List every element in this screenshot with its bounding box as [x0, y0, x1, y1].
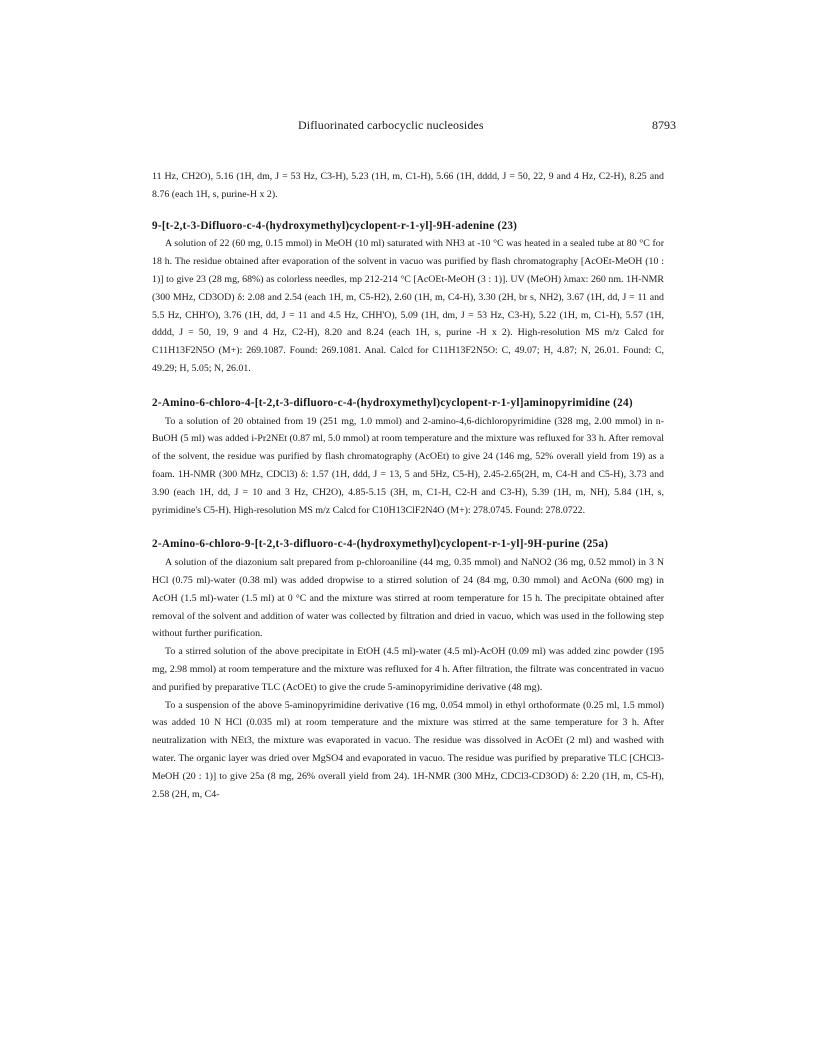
- section-paragraph: To a suspension of the above 5-aminopyrimidine derivative (16 mg, 0.054 mmol) in ethyl orthoformate (0.25 ml, 1.5 mmol) was added 10 N HCl (0.035 ml) at room temperature and the mixture was stirred at the same temperature for 3 h. After neutralization with NEt3, the mixture was evaporated in vacuo. The residue was dissolved in AcOEt (2 ml) and washed with water. The organic layer was dried over MgSO4 and evaporated in vacuo. The residue was purified by preparative TLC [CHCl3-MeOH (20 : 1)] to give 25a (8 mg, 26% overall yield from 24). 1H-NMR (300 MHz, CDCl3-CD3OD) δ: 2.20 (1H, m, C5-H), 2.58 (2H, m, C4-: [152, 699, 664, 800]
- section-compound-25a: [152, 536, 664, 803]
- continuation-paragraph: 11 Hz, CH2O), 5.16 (1H, dm, J = 53 Hz, C3-H), 5.23 (1H, m, C1-H), 5.66 (1H, dddd, J = 50, 22, 9 and 4 Hz, C2-H), 8.25 and 8.76 (each 1H, s, purine-H x 2).: [152, 171, 664, 200]
- section-paragraph: To a stirred solution of the above precipitate in EtOH (4.5 ml)-water (4.5 ml)-AcOH (0.09 ml) was added zinc powder (195 mg, 2.98 mmol) at room temperature and the mixture was refluxed for 4 h. After filtration, the filtrate was concentrated in vacuo and purified by preparative TLC (AcOEt) to give the crude 5-aminopyrimidine derivative (48 mg).: [152, 646, 664, 693]
- section-compound-23: [152, 218, 664, 378]
- section-paragraph: To a solution of 20 obtained from 19 (251 mg, 1.0 mmol) and 2-amino-4,6-dichloropyrimidine (328 mg, 2.00 mmol) in n-BuOH (5 ml) was added i-Pr2NEt (0.87 ml, 5.0 mmol) at room temperature and the mixture was refluxed for 33 h. After removal of the solvent, the residue was purified by flash chromatography (AcOEt) to give 24 (146 mg, 52% overall yield from 19) as a foam. 1H-NMR (300 MHz, CDCl3) δ: 1.57 (1H, ddd, J = 13, 5 and 5Hz, C5-H), 2.45-2.65(2H, m, C4-H and C5-H), 3.73 and 3.90 (each 1H, dd, J = 10 and 3 Hz, CH2O), 4.85-5.15 (3H, m, C1-H, C2-H and C3-H), 5.39 (1H, m, NH), 5.84 (1H, s, pyrimidine's C5-H). High-resolution MS m/z Calcd for C10H13ClF2N4O (M+): 278.0745. Found: 278.0722.: [152, 415, 664, 516]
- page-number: 8793: [652, 118, 676, 132]
- section-paragraph: A solution of the diazonium salt prepared from p-chloroaniline (44 mg, 0.35 mmol) and NaNO2 (36 mg, 0.52 mmol) in 3 N HCl (0.75 ml)-water (0.38 ml) was added dropwise to a stirred solution of 24 (84 mg, 0.30 mmol) and AcONa (600 mg) in AcOH (1.5 ml)-water (1.5 ml) at 0 °C and the mixture was stirred at room temperature for 15 h. The precipitate obtained after removal of the solvent and addition of water was collected by filtration and dried in vacuo, which was used in the following step without further purification.: [152, 557, 664, 640]
- section-heading: 2-Amino-6-chloro-4-[t-2,t-3-difluoro-c-4-(hydroxymethyl)cyclopent-r-1-yl]aminopyrimidine (24): [152, 396, 633, 409]
- running-head-title: Difluorinated carbocyclic nucleosides: [298, 118, 484, 132]
- section-compound-24: [152, 395, 664, 520]
- page-body: [152, 168, 664, 803]
- section-heading: 2-Amino-6-chloro-9-[t-2,t-3-difluoro-c-4-(hydroxymethyl)cyclopent-r-1-yl]-9H-purine (25a): [152, 538, 609, 551]
- section-heading: 9-[t-2,t-3-Difluoro-c-4-(hydroxymethyl)cyclopent-r-1-yl]-9H-adenine (23): [152, 219, 518, 232]
- section-paragraph: A solution of 22 (60 mg, 0.15 mmol) in MeOH (10 ml) saturated with NH3 at -10 °C was heated in a sealed tube at 80 °C for 18 h. The residue obtained after evaporation of the solvent in vacuo was purified by flash chromatography [AcOEt-MeOH (10 : 1)] to give 23 (28 mg, 68%) as colorless needles, mp 212-214 °C [AcOEt-MeOH (3 : 1)]. UV (MeOH) λmax: 260 nm. 1H-NMR (300 MHz, CD3OD) δ: 2.08 and 2.54 (each 1H, m, C5-H2), 2.60 (1H, m, C4-H), 3.30 (2H, br s, NH2), 3.67 (1H, dd, J = 11 and 5.5 Hz, CHH'O), 3.76 (1H, dd, J = 11 and 4.5 Hz, CHH'O), 5.09 (1H, dm, J = 53 Hz, C3-H), 5.22 (1H, m, C1-H), 5.57 (1H, dddd, J = 50, 19, 9 and 4 Hz, C2-H), 8.20 and 8.24 (each 1H, s, purine -H x 2). High-resolution MS m/z Calcd for C11H13F2N5O (M+): 269.1087. Found: 269.1081. Anal. Calcd for C11H13F2N5O: C, 49.07; H, 4.87; N, 26.01. Found: C, 49.29; H, 5.05; N, 26.01.: [152, 238, 664, 374]
